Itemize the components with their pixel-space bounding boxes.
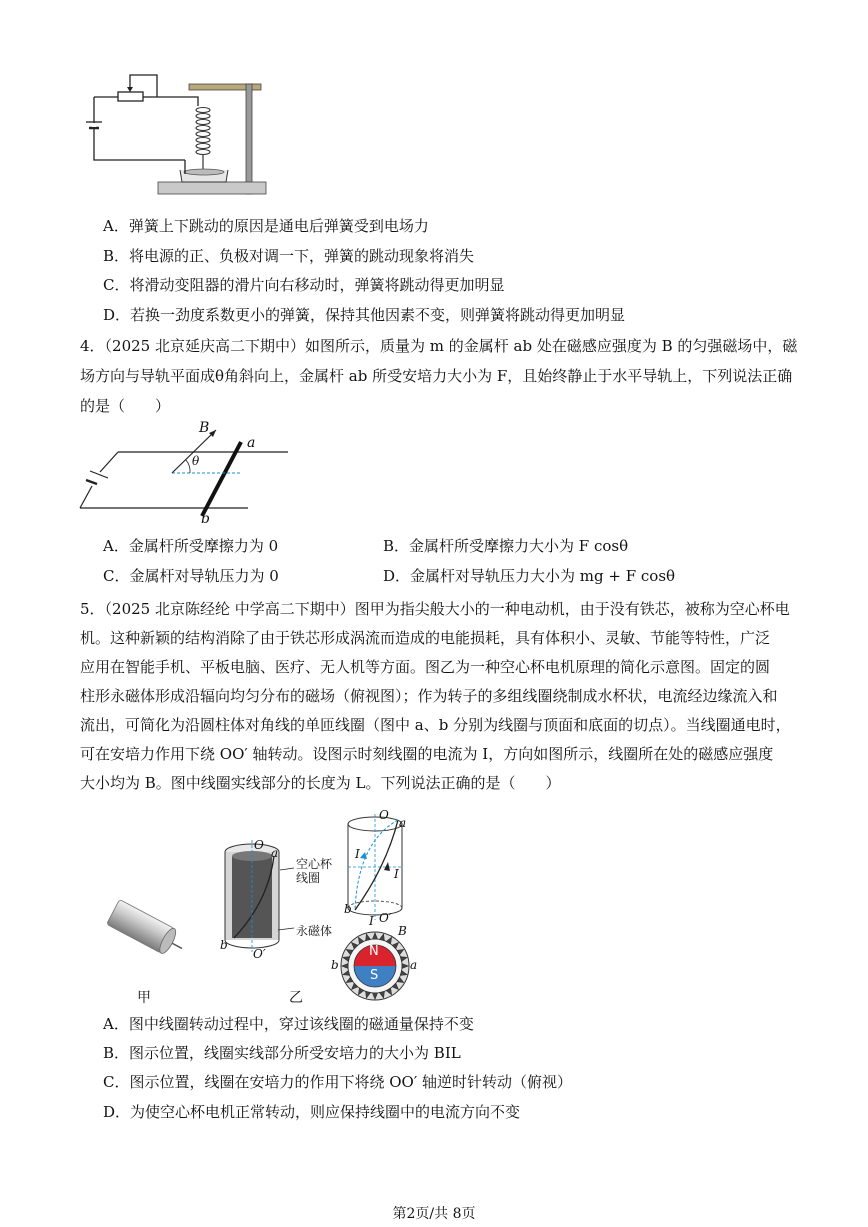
q4-stem-line-2: 场方向与导轨平面成θ角斜向上，金属杆 ab 所受安培力大小为 F，且始终静止于水平导轨上，下列说法正确 [80,367,793,385]
magnet-south-label: S [370,968,379,983]
q4-label-B: B [199,420,210,436]
magnet-north-label: N [369,944,379,959]
q4-option-d: D．金属杆对导轨压力大小为 mg + F cosθ [383,567,676,585]
q5-label-jia: 甲 [137,990,151,1006]
q5-label-a-magnet: a [410,958,418,972]
q5-label-O-right: O [379,808,389,822]
q3-option-a: A．弹簧上下跳动的原因是通电后弹簧受到电场力 [103,217,429,235]
q5-label-Oprime-right: O′ [379,911,392,925]
q5-stem-line-3: 应用在智能手机、平板电脑、医疗、无人机等方面。图乙为一种空心杯电机原理的简化示意图。固定的圆 [80,658,771,676]
q5-stem-line-5: 流出，可简化为沿圆柱体对角线的单匝线圈（图中 a、b 分别为线圈与顶面和底面的切点）。当线圈通电时， [80,716,791,734]
q5-stem-line-2: 机。这种新颖的结构消除了由于铁芯形成涡流而造成的电能损耗，具有体积小、灵敏、节能等特性，广泛 [80,629,771,647]
q4-label-b: b [201,511,210,527]
q5-label-O-left: O [254,838,264,852]
q3-option-c: C．将滑动变阻器的滑片向右移动时，弹簧将跳动得更加明显 [103,276,505,294]
q5-label-magnet: 永磁体 [296,924,333,938]
q5-stem-line-7: 大小均为 B。图中线圈实线部分的长度为 L。下列说法正确的是（ ） [80,774,561,792]
hollow-cup-motor-photo [98,890,193,970]
q5-label-I-upper: I [355,847,360,861]
q5-stem-line-6: 可在安培力作用下绕 OO′ 轴转动。设图示时刻线圈的电流为 I，方向如图所示，线圈所在处的磁感应强度 [80,745,774,763]
q4-label-a: a [247,435,256,451]
page-number: 第2页/共 8页 [392,1206,476,1222]
q3-option-b: B．将电源的正、负极对调一下，弹簧的跳动现象将消失 [103,247,475,265]
q4-stem-line-3: 的是（ ） [80,397,171,415]
q5-option-a: A．图中线圈转动过程中，穿过该线圈的磁通量保持不变 [103,1015,474,1033]
q5-label-b-left: b [220,938,228,952]
q5-label-I-lower: I [394,867,399,881]
q5-label-b-magnet: b [331,958,339,972]
q5-label-I-top: I [369,914,374,928]
q5-label-yi: 乙 [289,990,303,1006]
spring-circuit-figure [80,70,280,200]
q5-label-a-left: a [271,846,279,860]
q5-option-d: D．为使空心杯电机正常转动，则应保持线圈中的电流方向不变 [103,1103,521,1121]
q4-label-theta: θ [192,454,200,468]
q5-label-a-right: a [399,816,407,830]
q4-stem-line-1: 4．（2025 北京延庆高二下期中）如图所示，质量为 m 的金属杆 ab 处在磁感应强度为 B 的匀强磁场中，磁 [80,337,798,355]
q5-option-c: C．图示位置，线圈在安培力的作用下将绕 OO′ 轴逆时针转动（俯视） [103,1073,573,1091]
q5-label-coil: 空心杯 线圈 [296,857,333,885]
q5-label-B: B [398,924,407,938]
q5-stem-line-1: 5．（2025 北京陈经纶 中学高二下期中）图甲为指尖般大小的一种电动机，由于没有铁芯，被称为空心杯电 [80,600,790,618]
rail-rod-figure [78,420,293,530]
q5-label-b-right: b [344,902,352,916]
q4-option-c: C．金属杆对导轨压力为 0 [103,567,279,585]
cup-motor-diagram [208,812,438,1002]
q5-option-b: B．图示位置，线圈实线部分所受安培力的大小为 BIL [103,1044,461,1062]
q4-option-a: A．金属杆所受摩擦力为 0 [103,537,279,555]
q5-label-Oprime-left: O′ [253,947,266,961]
q4-option-b: B．金属杆所受摩擦力大小为 F cosθ [383,537,629,555]
q5-stem-line-4: 柱形永磁体形成沿辐向均匀分布的磁场（俯视图）；作为转子的多组线圈绕制成水杯状，电流经边缘流入和 [80,687,778,705]
q3-option-d: D．若换一劲度系数更小的弹簧，保持其他因素不变，则弹簧将跳动得更加明显 [103,306,626,324]
